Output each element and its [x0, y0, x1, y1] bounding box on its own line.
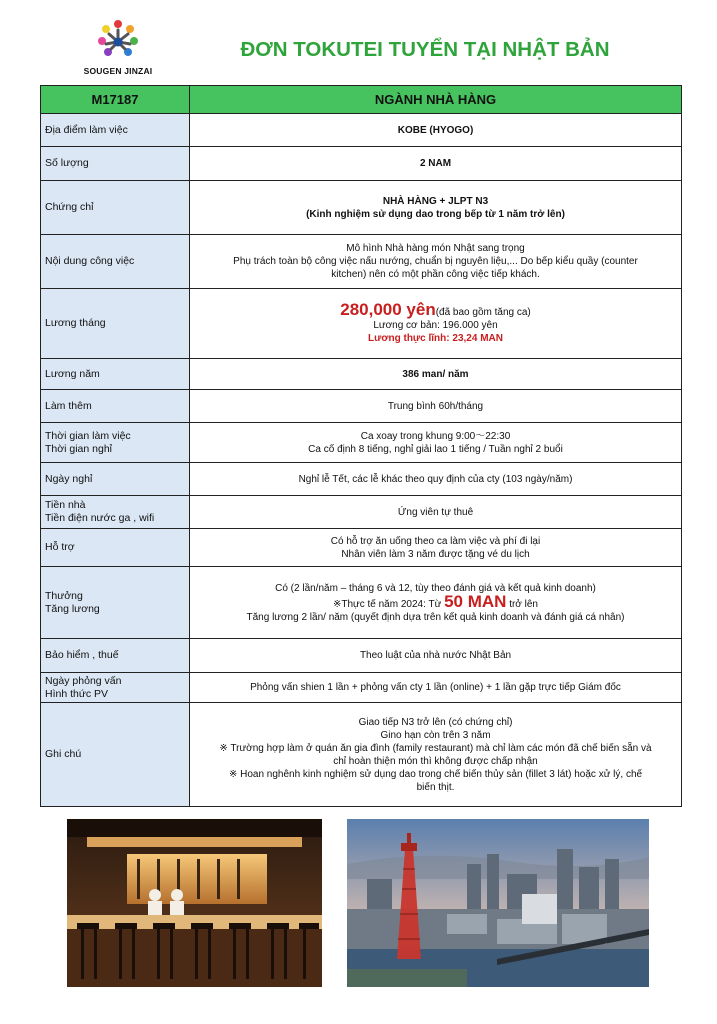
- bonus-amount: 50 MAN: [444, 591, 507, 611]
- notes-line-4: chỉ hoàn thiện món thì không được chấp nhận: [333, 755, 538, 767]
- label-holidays: Ngày nghỉ: [41, 463, 190, 496]
- salary-amount: 280,000 yên: [340, 299, 436, 319]
- value-job: [190, 235, 682, 289]
- value-support: [190, 529, 682, 567]
- job-code: M17187: [41, 86, 190, 114]
- label-interview-1: Ngày phỏng vấn: [45, 674, 122, 687]
- page-title: ĐƠN TOKUTEI TUYỂN TẠI NHẬT BẢN: [240, 38, 610, 61]
- bonus-line-3: Tăng lương 2 lần/ năm (quyết định dựa trên kết quả kinh doanh và đánh giá cá nhân): [246, 611, 625, 623]
- value-yearly-salary: 386 man/ năm: [190, 359, 682, 390]
- row-support: [41, 529, 682, 567]
- label-overtime: Làm thêm: [41, 390, 190, 423]
- label-job: Nội dung công việc: [41, 235, 190, 289]
- row-certificate: [41, 181, 682, 235]
- label-housing-1: Tiền nhà: [45, 499, 86, 511]
- value-certificate: [190, 181, 682, 235]
- value-location: KOBE (HYOGO): [190, 114, 682, 147]
- label-bonus-1: Thưởng: [45, 589, 83, 602]
- job-line-1: Mô hình Nhà hàng món Nhật sang trọng: [346, 243, 525, 254]
- value-monthly-salary: [190, 289, 682, 359]
- label-insurance: Bảo hiểm , thuế: [41, 639, 190, 673]
- kobe-port-tower-photo: [347, 819, 649, 987]
- notes-line-2: Gino hạn còn trên 3 năm: [380, 729, 491, 741]
- company-logo: [66, 16, 170, 80]
- row-job: [41, 235, 682, 289]
- row-quantity: [41, 147, 682, 181]
- row-monthly-salary: [41, 289, 682, 359]
- value-bonus: [190, 567, 682, 639]
- label-bonus: [41, 567, 190, 639]
- certificate-line-2: (Kinh nghiệm sử dụng dao trong bếp từ 1 năm trở lên): [306, 208, 565, 220]
- value-holidays: Nghỉ lễ Tết, các lễ khác theo quy định của cty (103 ngày/năm): [190, 463, 682, 496]
- notes-line-6: biến thịt.: [416, 781, 455, 793]
- value-notes: [190, 703, 682, 807]
- restaurant-counter-photo: [67, 819, 322, 987]
- value-insurance: Theo luật của nhà nước Nhật Bản: [190, 639, 682, 673]
- logo-name: SOUGEN JINZAI: [83, 66, 153, 76]
- row-holidays: [41, 463, 682, 496]
- notes-line-1: Giao tiếp N3 trở lên (có chứng chỉ): [358, 716, 513, 728]
- row-notes: [41, 703, 682, 807]
- row-insurance: [41, 639, 682, 673]
- salary-base: Lương cơ bản: 196.000 yên: [373, 319, 498, 331]
- label-interview: [41, 673, 190, 703]
- salary-net: Lương thực lĩnh: 23,24 MAN: [368, 332, 503, 344]
- label-housing: [41, 496, 190, 529]
- hours-line-1: Ca xoay trong khung 9:00～22:30: [360, 430, 511, 442]
- salary-note: (đã bao gồm tăng ca): [435, 306, 531, 318]
- hours-line-2: Ca cố định 8 tiếng, nghỉ giải lao 1 tiếng / Tuần nghỉ 2 buổi: [308, 443, 563, 455]
- label-location: Địa điểm làm việc: [41, 114, 190, 147]
- label-hours-1: Thời gian làm việc: [45, 429, 131, 442]
- label-bonus-2: Tăng lương: [45, 602, 100, 615]
- label-monthly-salary: Lương tháng: [41, 289, 190, 359]
- value-hours: [190, 423, 682, 463]
- row-hours: [41, 423, 682, 463]
- value-overtime: Trung bình 60h/tháng: [190, 390, 682, 423]
- label-housing-2: Tiền điện nước ga , wifi: [45, 512, 155, 524]
- label-interview-2: Hình thức PV: [45, 687, 109, 700]
- people-circle-icon: [88, 16, 148, 64]
- label-quantity: Số lượng: [41, 147, 190, 181]
- value-quantity: 2 NAM: [190, 147, 682, 181]
- support-line-1: Có hỗ trợ ăn uống theo ca làm việc và phí đi lại: [330, 535, 541, 547]
- notes-line-3: ※ Trường hợp làm ở quán ăn gia đình (family restaurant) mà chỉ làm các món đã chế biến sẵn và: [219, 742, 652, 754]
- support-line-2: Nhân viên làm 3 năm được tặng vé du lịch: [341, 548, 530, 560]
- row-housing: [41, 496, 682, 529]
- bonus-line-1: Có (2 lần/năm – tháng 6 và 12, tùy theo đánh giá và kết quả kinh doanh): [275, 582, 596, 594]
- value-housing: Ứng viên tự thuê: [190, 496, 682, 529]
- label-yearly-salary: Lương năm: [41, 359, 190, 390]
- row-location: [41, 114, 682, 147]
- job-info-table: [40, 85, 682, 807]
- label-notes: Ghi chú: [41, 703, 190, 807]
- label-certificate: Chứng chỉ: [41, 181, 190, 235]
- row-bonus: [41, 567, 682, 639]
- row-yearly-salary: [41, 359, 682, 390]
- row-overtime: [41, 390, 682, 423]
- row-interview: [41, 673, 682, 703]
- job-line-3: kitchen) nên có một phần công việc tiếp khách.: [331, 269, 540, 280]
- table-header-row: [41, 86, 682, 114]
- bonus-line-2-post: trở lên: [509, 598, 538, 610]
- label-hours: [41, 423, 190, 463]
- industry-title: NGÀNH NHÀ HÀNG: [190, 86, 682, 114]
- bonus-line-2-pre: ※Thực tế năm 2024: Từ: [332, 598, 442, 610]
- label-hours-2: Thời gian nghỉ: [45, 442, 113, 455]
- notes-line-5: ※ Hoan nghênh kinh nghiệm sử dụng dao trong chế biến thủy sản (fillet 3 lát) hoặc xử lý, chế: [228, 768, 643, 780]
- certificate-line-1: NHÀ HÀNG + JLPT N3: [382, 195, 489, 207]
- page-header: [0, 0, 717, 86]
- value-interview: Phỏng vấn shien 1 lần + phỏng vấn cty 1 lần (online) + 1 lần gặp trực tiếp Giám đốc: [190, 673, 682, 703]
- label-support: Hỗ trợ: [41, 529, 190, 567]
- job-line-2: Phụ trách toàn bộ công việc nấu nướng, chuẩn bị nguyên liệu,... Do bếp kiểu quầy (counter: [233, 256, 638, 267]
